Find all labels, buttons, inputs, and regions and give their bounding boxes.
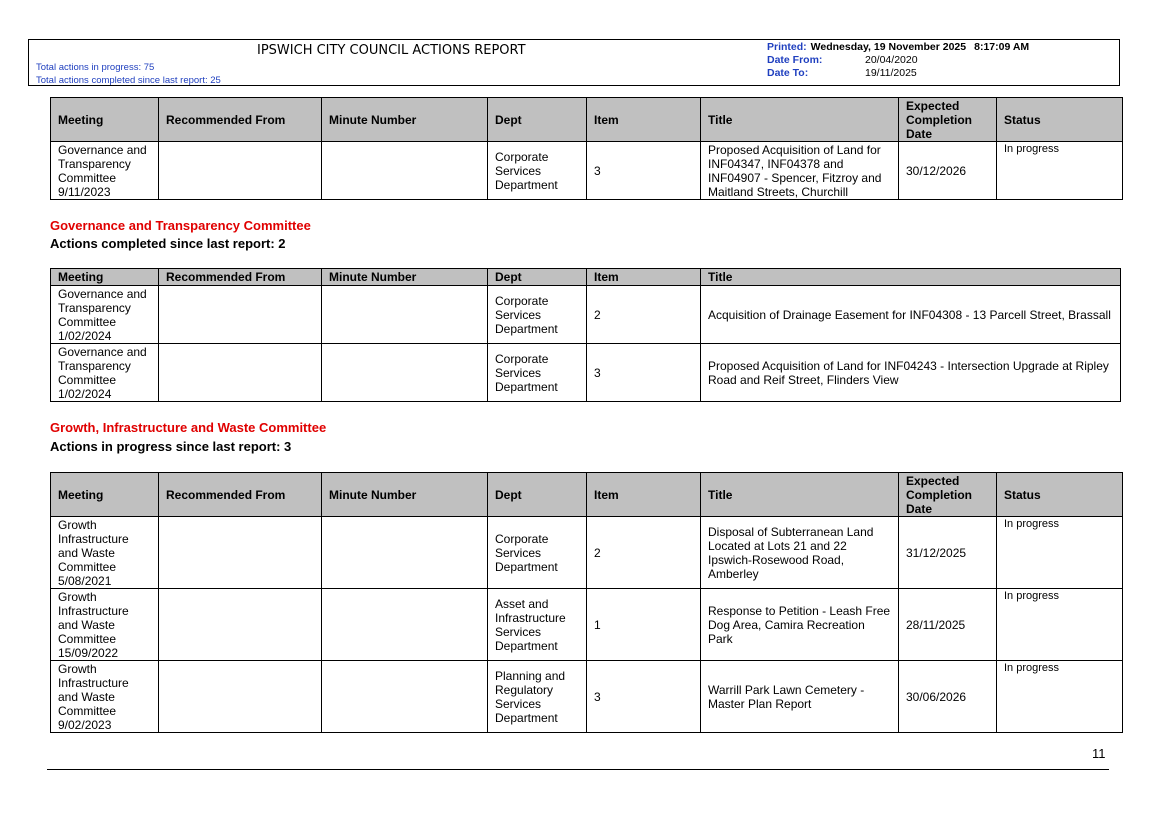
cell-meeting: Governance and Transparency Committee 1/02/2024	[51, 344, 159, 402]
col-minute-number: Minute Number	[322, 473, 488, 517]
cell-recommended-from	[159, 589, 322, 661]
cell-date: 30/06/2026	[899, 661, 997, 733]
cell-meeting: Governance and Transparency Committee 1/02/2024	[51, 286, 159, 344]
printed-date: Wednesday, 19 November 2025	[810, 41, 967, 53]
cell-meeting: Growth Infrastructure and Waste Committee 9/02/2023	[51, 661, 159, 733]
actions-table-completed	[50, 268, 1121, 402]
table-row	[51, 142, 1123, 200]
date-to-value: 19/11/2025	[865, 67, 917, 79]
total-completed: Total actions completed since last report: 25	[36, 75, 221, 86]
col-dept: Dept	[488, 473, 587, 517]
printed-time: 8:17:09 AM	[974, 41, 1030, 53]
date-to-label: Date To:	[767, 67, 809, 79]
cell-title: Disposal of Subterranean Land Located at Lots 21 and 22 Ipswich-Rosewood Road, Amberley	[701, 517, 899, 589]
report-header	[28, 39, 1120, 86]
cell-recommended-from	[159, 344, 322, 402]
section-subtitle-growth: Actions in progress since last report: 3	[50, 439, 292, 454]
cell-meeting: Governance and Transparency Committee 9/11/2023	[51, 142, 159, 200]
cell-minute-number	[322, 142, 488, 200]
cell-title: Warrill Park Lawn Cemetery - Master Plan Report	[701, 661, 899, 733]
cell-item: 3	[587, 661, 701, 733]
col-meeting: Meeting	[51, 98, 159, 142]
col-title: Title	[701, 473, 899, 517]
date-from-value: 20/04/2020	[865, 54, 918, 66]
cell-item: 2	[587, 517, 701, 589]
cell-recommended-from	[159, 517, 322, 589]
cell-meeting: Growth Infrastructure and Waste Committee 5/08/2021	[51, 517, 159, 589]
col-meeting: Meeting	[51, 473, 159, 517]
cell-recommended-from	[159, 661, 322, 733]
col-item: Item	[587, 473, 701, 517]
report-title: IPSWICH CITY COUNCIL ACTIONS REPORT	[257, 43, 526, 58]
cell-title: Acquisition of Drainage Easement for INF04308 - 13 Parcell Street, Brassall	[701, 286, 1121, 344]
table-row	[51, 589, 1123, 661]
cell-item: 2	[587, 286, 701, 344]
footer-divider	[47, 769, 1109, 770]
col-title: Title	[701, 98, 899, 142]
table-row	[51, 286, 1121, 344]
cell-dept: Corporate Services Department	[488, 517, 587, 589]
report-totals	[36, 61, 221, 87]
col-item: Item	[587, 98, 701, 142]
cell-title: Proposed Acquisition of Land for INF04347, INF04378 and INF04907 - Spencer, Fitzroy and Maitland Streets, Churchill	[701, 142, 899, 200]
cell-status: In progress	[997, 517, 1123, 589]
cell-item: 3	[587, 344, 701, 402]
cell-date: 28/11/2025	[899, 589, 997, 661]
col-dept: Dept	[488, 269, 587, 286]
actions-table-in-progress	[50, 97, 1123, 200]
col-minute-number: Minute Number	[322, 269, 488, 286]
cell-recommended-from	[159, 286, 322, 344]
cell-date: 31/12/2025	[899, 517, 997, 589]
cell-meeting: Growth Infrastructure and Waste Committee 15/09/2022	[51, 589, 159, 661]
cell-dept: Corporate Services Department	[488, 344, 587, 402]
col-minute-number: Minute Number	[322, 98, 488, 142]
cell-minute-number	[322, 344, 488, 402]
table-row	[51, 344, 1121, 402]
col-expected-completion-date: Expected Completion Date	[899, 473, 997, 517]
col-meeting: Meeting	[51, 269, 159, 286]
col-dept: Dept	[488, 98, 587, 142]
cell-status: In progress	[997, 661, 1123, 733]
cell-status: In progress	[997, 589, 1123, 661]
cell-status: In progress	[997, 142, 1123, 200]
cell-dept: Corporate Services Department	[488, 286, 587, 344]
cell-dept: Planning and Regulatory Services Department	[488, 661, 587, 733]
section-title-growth: Growth, Infrastructure and Waste Committee	[50, 420, 327, 435]
cell-title: Proposed Acquisition of Land for INF04243 - Intersection Upgrade at Ripley Road and Reif Street, Flinders View	[701, 344, 1121, 402]
cell-minute-number	[322, 517, 488, 589]
page-number: 11	[1092, 746, 1106, 761]
table-row	[51, 517, 1123, 589]
cell-minute-number	[322, 661, 488, 733]
section-subtitle-governance: Actions completed since last report: 2	[50, 236, 286, 251]
col-expected-completion-date: Expected Completion Date	[899, 98, 997, 142]
cell-recommended-from	[159, 142, 322, 200]
cell-dept: Corporate Services Department	[488, 142, 587, 200]
col-recommended-from: Recommended From	[159, 98, 322, 142]
actions-table-growth	[50, 472, 1123, 733]
date-from-label: Date From:	[767, 54, 823, 66]
col-recommended-from: Recommended From	[159, 473, 322, 517]
col-status: Status	[997, 98, 1123, 142]
printed-label: Printed:	[767, 41, 807, 53]
col-title: Title	[701, 269, 1121, 286]
total-in-progress: Total actions in progress: 75	[36, 62, 155, 73]
cell-date: 30/12/2026	[899, 142, 997, 200]
cell-item: 1	[587, 589, 701, 661]
section-title-governance: Governance and Transparency Committee	[50, 218, 311, 233]
col-status: Status	[997, 473, 1123, 517]
cell-minute-number	[322, 589, 488, 661]
cell-item: 3	[587, 142, 701, 200]
col-recommended-from: Recommended From	[159, 269, 322, 286]
cell-dept: Asset and Infrastructure Services Department	[488, 589, 587, 661]
cell-minute-number	[322, 286, 488, 344]
cell-title: Response to Petition - Leash Free Dog Area, Camira Recreation Park	[701, 589, 899, 661]
table-row	[51, 661, 1123, 733]
col-item: Item	[587, 269, 701, 286]
report-meta	[767, 41, 1029, 80]
